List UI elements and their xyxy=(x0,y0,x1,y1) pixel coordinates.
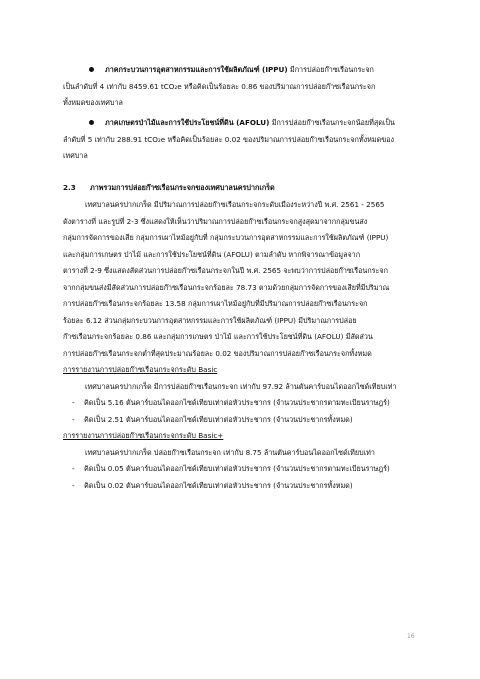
section-number: 2.3 xyxy=(63,183,76,192)
bullet-afolu-line3: เทศบาล xyxy=(63,151,88,160)
bullet-ippu xyxy=(63,62,423,112)
basic-plus-item: - คิดเป็น 0.02 ตันคาร์บอนไดออกไซด์เทียบเท่าต่อหัวประชากร (จำนวนประชากรทั้งหมด) xyxy=(72,480,353,490)
page-number: 16 xyxy=(407,633,415,640)
bullet-afolu-title: ภาคเกษตรป่าไม้และการใช้ประโยชน์ที่ดิน (AFOLU) xyxy=(105,118,270,127)
section-heading xyxy=(63,180,423,197)
basic-plus-item: - คิดเป็น 0.05 ตันคาร์บอนไดออกไซด์เทียบเท่าต่อหัวประชากร (จำนวนประชากรตามทะเบียนราษฎร์) xyxy=(72,464,390,473)
bullet-ippu-line3: ทั้งหมดของเทศบาล xyxy=(63,98,123,107)
bullet-afolu-line1-rest: มีการปล่อยก๊าซเรือนกระจกน้อยที่สุดเป็น xyxy=(269,118,395,127)
paragraph-line: เทศบาลนครปากเกร็ด มีปริมาณการปล่อยก๊าซเรือนกระจกระดับเมืองระหว่างปี พ.ศ. 2561 - 2565 xyxy=(85,200,385,209)
section-title: ภาพรวมการปล่อยก๊าซเรือนกระจกของเทศบาลนครปากเกร็ด xyxy=(90,183,275,192)
paragraph-line: ร้อยละ 6.12 ส่วนกลุ่มกระบวนการอุตสาหกรรมและการใช้ผลิตภัณฑ์ (IPPU) มีปริมาณการปล่อย xyxy=(63,315,357,325)
paragraph-line: การปล่อยก๊าซเรือนกระจกต่ำที่สุดประมาณร้อยละ 0.02 ของปริมาณการปล่อยก๊าซเรือนกระจกทั้งหมด xyxy=(63,348,372,358)
bullet-dot-icon xyxy=(89,67,94,72)
basic-item: - คิดเป็น 2.51 ตันคาร์บอนไดออกไซด์เทียบเท่าต่อหัวประชากร (จำนวนประชากรทั้งหมด) xyxy=(72,414,353,424)
bullet-ippu-line1 xyxy=(63,62,423,79)
paragraph-line: จากกลุ่มขนส่งมีสัดส่วนการปล่อยก๊าซเรือนกระจกร้อยละ 78.73 ตามด้วยกลุ่มการจัดการของเสียที่มีปริมาณ xyxy=(63,282,390,292)
paragraph-line: การปล่อยก๊าซเรือนกระจกร้อยละ 13.58 กลุ่มการเผาไหม้อยู่กับที่มีปริมาณการปล่อยก๊าซเรือนกระจก xyxy=(63,299,368,308)
paragraph-line: ดังตารางที่ และรูปที่ 2-3 ซึ่งแสดงให้เห็นว่าปริมาณการปล่อยก๊าซเรือนกระจกสูงสุดมาจากกลุ่มขนส่ง xyxy=(63,216,368,226)
bullet-afolu xyxy=(63,115,423,165)
basic-item: - คิดเป็น 5.16 ตันคาร์บอนไดออกไซด์เทียบเท่าต่อหัวประชากร (จำนวนประชากรตามทะเบียนราษฎร์) xyxy=(72,398,390,407)
basic-summary: เทศบาลนครปากเกร็ด มีการปล่อยก๊าซเรือนกระจก เท่ากับ 97.92 ล้านตันคาร์บอนไดออกไซด์เทียบเท่า xyxy=(85,381,397,391)
basic-plus-summary: เทศบาลนครปากเกร็ด ปล่อยก๊าซเรือนกระจก เท่ากับ 8.75 ล้านตันคาร์บอนไดออกไซด์เทียบเท่า xyxy=(85,447,375,457)
bullet-ippu-line1-rest: มีการปล่อยก๊าซเรือนกระจก xyxy=(287,65,374,74)
bullet-dot-icon xyxy=(89,120,94,125)
overview-paragraph xyxy=(63,197,423,494)
bullet-ippu-line2: เป็นลำดับที่ 4 เท่ากับ 8459.61 tCO₂e หรือคิดเป็นร้อยละ 0.86 ของปริมาณการปล่อยก๊าซเรือนกระจก xyxy=(63,81,376,91)
basic-heading: การรายงานการปล่อยก๊าซเรือนกระจกระดับ Basic xyxy=(63,365,218,374)
paragraph-line: และกลุ่มการเกษตร ป่าไม้ และการใช้ประโยชน์ที่ดิน (AFOLU) ตามลำดับ หากพิจารณาข้อมูลจาก xyxy=(63,249,361,259)
paragraph-line: ตารางที่ 2-9 ซึ่งแสดงสัดส่วนการปล่อยก๊าซเรือนกระจกในปี พ.ศ. 2565 จะพบว่าการปล่อยก๊าซเรือนกระจก xyxy=(63,266,388,275)
bullet-afolu-line1 xyxy=(63,115,423,132)
paragraph-line: กลุ่มการจัดการของเสีย กลุ่มการเผาไหม้อยู่กับที่ กลุ่มกระบวนการอุตสาหกรรมและการใช้ผลิตภัณฑ์ (IPPU) xyxy=(63,233,389,242)
bullet-afolu-line2: ลำดับที่ 5 เท่ากับ 288.91 tCO₂e หรือคิดเป็นร้อยละ 0.02 ของปริมาณการปล่อยก๊าซเรือนกระจกทั้งหมดของ xyxy=(63,134,394,144)
bullet-ippu-title: ภาคกระบวนการอุตสาหกรรมและการใช้ผลิตภัณฑ์ (IPPU) xyxy=(105,65,288,74)
basic-plus-heading: การรายงานการปล่อยก๊าซเรือนกระจกระดับ Basic+ xyxy=(63,431,224,440)
paragraph-line: ก๊าซเรือนกระจกร้อยละ 0.86 และกลุ่มการเกษตร ป่าไม้ และการใช้ประโยชน์ที่ดิน (AFOLU) มีสัดส่วน xyxy=(63,332,373,341)
